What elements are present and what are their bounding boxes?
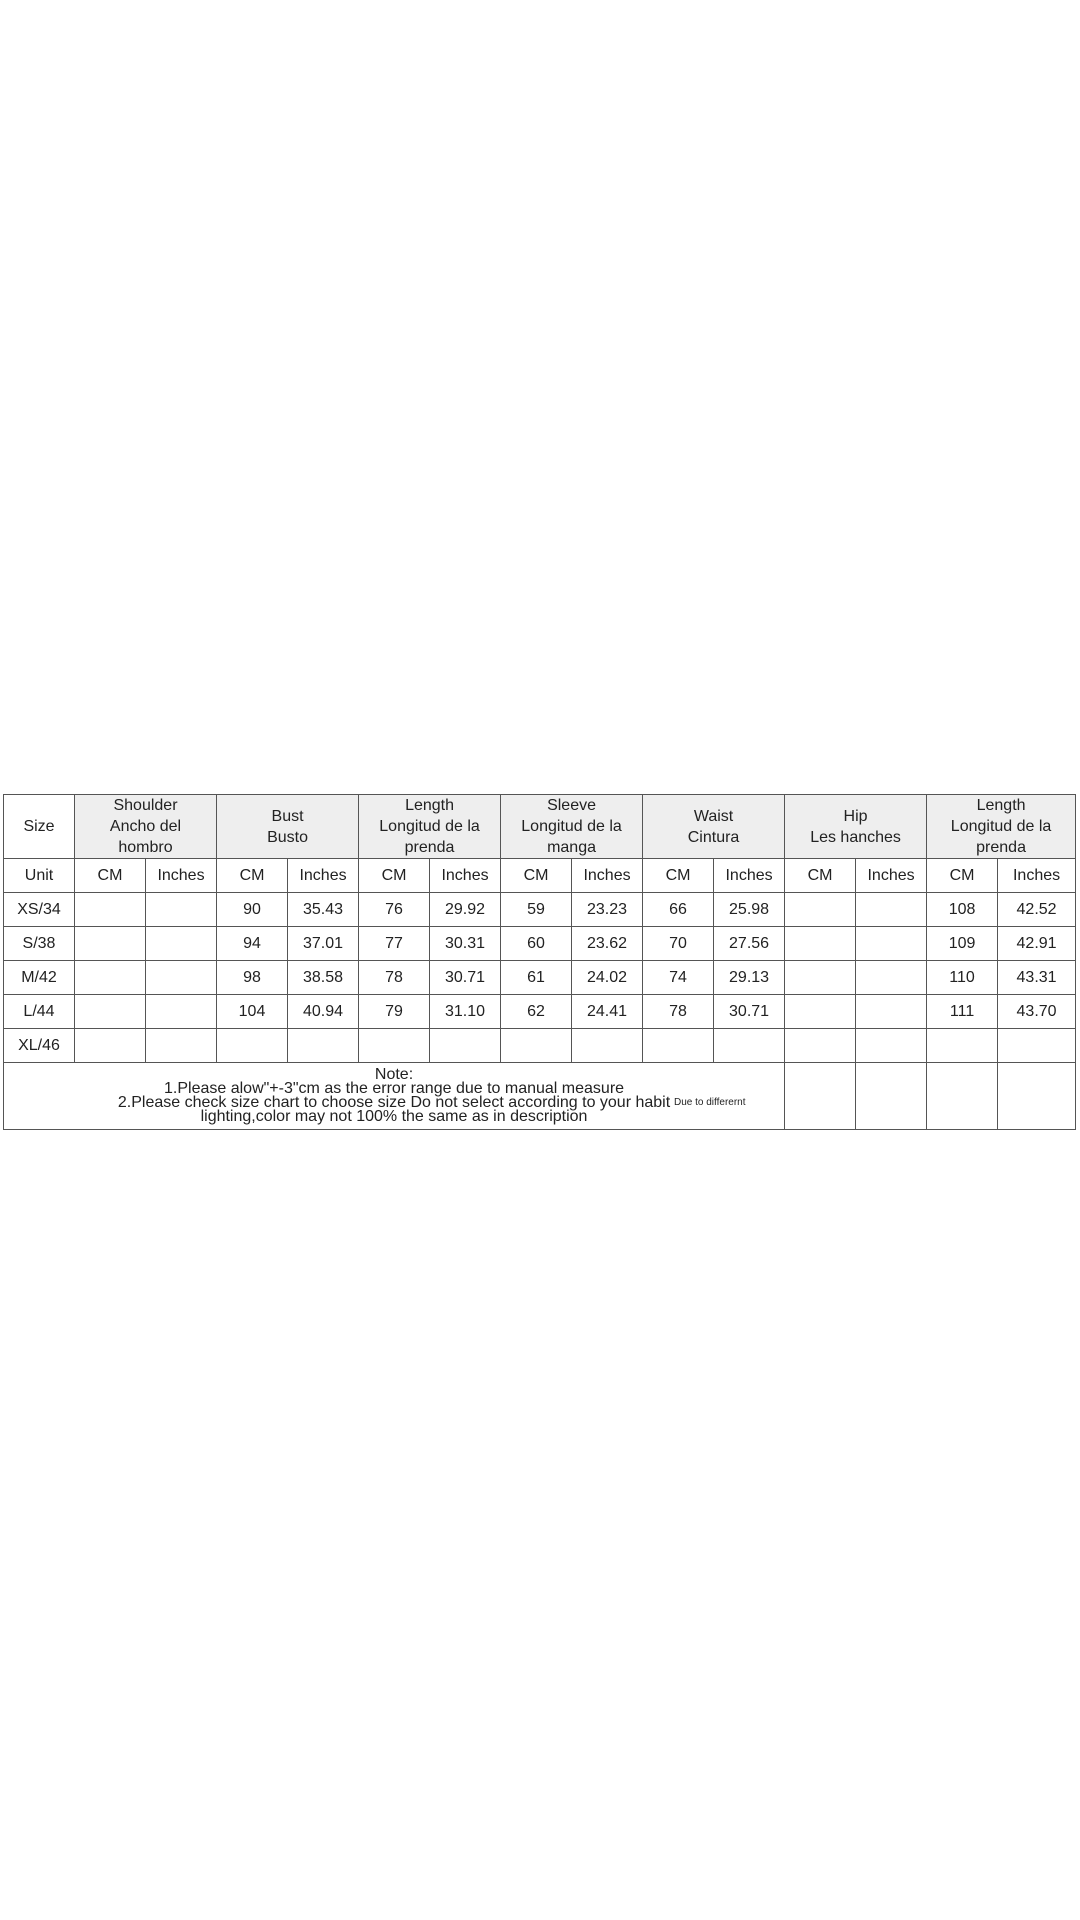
header-row bbox=[4, 795, 1076, 859]
measurement-cell bbox=[785, 995, 856, 1029]
column-header-line: prenda bbox=[404, 839, 455, 856]
unit-cell: Inches bbox=[288, 859, 359, 893]
measurement-cell bbox=[643, 1029, 714, 1063]
measurement-cell: 30.71 bbox=[714, 995, 785, 1029]
column-header-line: Waist bbox=[693, 807, 734, 825]
column-header-line: Sleeve bbox=[547, 797, 596, 814]
measurement-cell: 79 bbox=[359, 995, 430, 1029]
column-group-header bbox=[643, 795, 785, 859]
measurement-cell bbox=[75, 961, 146, 995]
size-cell: XL/46 bbox=[4, 1029, 75, 1063]
size-cell: S/38 bbox=[4, 927, 75, 961]
column-group-header bbox=[75, 795, 217, 859]
measurement-cell bbox=[217, 1029, 288, 1063]
column-header-line: Busto bbox=[267, 828, 308, 846]
measurement-cell bbox=[75, 1029, 146, 1063]
empty-cell bbox=[998, 1063, 1076, 1130]
column-header-line: Les hanches bbox=[810, 828, 901, 846]
measurement-cell: 37.01 bbox=[288, 927, 359, 961]
measurement-cell bbox=[856, 893, 927, 927]
unit-cell: CM bbox=[75, 859, 146, 893]
measurement-cell: 24.41 bbox=[572, 995, 643, 1029]
column-header-line: Longitud de la bbox=[950, 818, 1052, 835]
measurement-cell bbox=[572, 1029, 643, 1063]
measurement-cell: 70 bbox=[643, 927, 714, 961]
table-row bbox=[4, 961, 1076, 995]
measurement-cell: 42.91 bbox=[998, 927, 1076, 961]
column-header-line: Hip bbox=[843, 807, 868, 825]
measurement-cell: 90 bbox=[217, 893, 288, 927]
column-header-line: Cintura bbox=[687, 828, 740, 846]
column-header-line: Bust bbox=[271, 807, 304, 825]
measurement-cell: 40.94 bbox=[288, 995, 359, 1029]
table-row bbox=[4, 893, 1076, 927]
note-line: lighting,color may not 100% the same as in description bbox=[200, 1108, 588, 1125]
unit-row bbox=[4, 859, 1076, 893]
measurement-cell bbox=[927, 1029, 998, 1063]
size-cell: XS/34 bbox=[4, 893, 75, 927]
unit-cell: CM bbox=[217, 859, 288, 893]
column-group-header bbox=[927, 795, 1076, 859]
measurement-cell: 29.13 bbox=[714, 961, 785, 995]
measurement-cell bbox=[714, 1029, 785, 1063]
column-header-line: Length bbox=[405, 797, 454, 814]
empty-cell bbox=[927, 1063, 998, 1130]
measurement-cell: 23.23 bbox=[572, 893, 643, 927]
measurement-cell: 109 bbox=[927, 927, 998, 961]
column-header-line: Longitud de la bbox=[521, 818, 622, 835]
measurement-cell: 29.92 bbox=[430, 893, 501, 927]
unit-label: Unit bbox=[4, 859, 75, 893]
measurement-cell: 74 bbox=[643, 961, 714, 995]
measurement-cell bbox=[785, 1029, 856, 1063]
column-header-line: Shoulder bbox=[113, 797, 178, 814]
measurement-cell bbox=[146, 961, 217, 995]
column-group-header bbox=[359, 795, 501, 859]
column-group-header bbox=[217, 795, 359, 859]
unit-cell: Inches bbox=[998, 859, 1076, 893]
measurement-cell bbox=[856, 927, 927, 961]
unit-cell: CM bbox=[501, 859, 572, 893]
measurement-cell bbox=[146, 1029, 217, 1063]
measurement-cell: 110 bbox=[927, 961, 998, 995]
measurement-cell bbox=[856, 961, 927, 995]
column-group-header bbox=[501, 795, 643, 859]
table-row bbox=[4, 1029, 1076, 1063]
note-line: 2.Please check size chart to choose size Do not select according to your habit bbox=[117, 1094, 671, 1111]
note-side-text: Due to differernt bbox=[674, 1097, 746, 1108]
measurement-cell: 98 bbox=[217, 961, 288, 995]
empty-cell bbox=[785, 1063, 856, 1130]
unit-cell: CM bbox=[643, 859, 714, 893]
unit-cell: CM bbox=[785, 859, 856, 893]
measurement-cell: 24.02 bbox=[572, 961, 643, 995]
column-header-line: Longitud de la bbox=[379, 818, 480, 835]
measurement-cell: 78 bbox=[359, 961, 430, 995]
measurement-cell: 94 bbox=[217, 927, 288, 961]
column-group-header bbox=[785, 795, 927, 859]
note-line: 1.Please alow"+-3"cm as the error range due to manual measure bbox=[164, 1080, 625, 1097]
measurement-cell: 27.56 bbox=[714, 927, 785, 961]
unit-cell: CM bbox=[359, 859, 430, 893]
measurement-cell: 77 bbox=[359, 927, 430, 961]
size-cell: L/44 bbox=[4, 995, 75, 1029]
measurement-cell: 31.10 bbox=[430, 995, 501, 1029]
measurement-cell bbox=[75, 893, 146, 927]
measurement-cell: 61 bbox=[501, 961, 572, 995]
measurement-cell: 38.58 bbox=[288, 961, 359, 995]
measurement-cell bbox=[501, 1029, 572, 1063]
unit-cell: Inches bbox=[714, 859, 785, 893]
measurement-cell bbox=[75, 927, 146, 961]
unit-cell: Inches bbox=[430, 859, 501, 893]
column-header-line: Ancho del bbox=[109, 818, 182, 835]
measurement-cell: 108 bbox=[927, 893, 998, 927]
size-table bbox=[3, 794, 1076, 1130]
note-line: Note: bbox=[374, 1066, 414, 1083]
measurement-cell bbox=[146, 927, 217, 961]
measurement-cell: 62 bbox=[501, 995, 572, 1029]
note-row bbox=[4, 1063, 1076, 1130]
measurement-cell: 60 bbox=[501, 927, 572, 961]
unit-cell: Inches bbox=[856, 859, 927, 893]
size-chart bbox=[3, 794, 1075, 1130]
measurement-cell bbox=[785, 961, 856, 995]
measurement-cell bbox=[856, 995, 927, 1029]
measurement-cell: 25.98 bbox=[714, 893, 785, 927]
measurement-cell: 111 bbox=[927, 995, 998, 1029]
empty-cell bbox=[856, 1063, 927, 1130]
unit-cell: Inches bbox=[572, 859, 643, 893]
table-row bbox=[4, 995, 1076, 1029]
column-header-line: Length bbox=[976, 797, 1026, 814]
measurement-cell: 66 bbox=[643, 893, 714, 927]
measurement-cell bbox=[785, 893, 856, 927]
measurement-cell bbox=[785, 927, 856, 961]
measurement-cell: 43.31 bbox=[998, 961, 1076, 995]
measurement-cell: 59 bbox=[501, 893, 572, 927]
measurement-cell: 43.70 bbox=[998, 995, 1076, 1029]
measurement-cell: 42.52 bbox=[998, 893, 1076, 927]
unit-cell: Inches bbox=[146, 859, 217, 893]
measurement-cell: 35.43 bbox=[288, 893, 359, 927]
measurement-cell bbox=[146, 893, 217, 927]
column-header-line: prenda bbox=[976, 839, 1026, 856]
measurement-cell: 76 bbox=[359, 893, 430, 927]
measurement-cell bbox=[359, 1029, 430, 1063]
measurement-cell: 30.71 bbox=[430, 961, 501, 995]
measurement-cell: 30.31 bbox=[430, 927, 501, 961]
measurement-cell bbox=[146, 995, 217, 1029]
measurement-cell bbox=[856, 1029, 927, 1063]
measurement-cell bbox=[998, 1029, 1076, 1063]
measurement-cell: 78 bbox=[643, 995, 714, 1029]
column-header-line: hombro bbox=[118, 839, 173, 856]
measurement-cell bbox=[75, 995, 146, 1029]
measurement-cell: 104 bbox=[217, 995, 288, 1029]
size-cell: M/42 bbox=[4, 961, 75, 995]
column-header-line: manga bbox=[547, 839, 596, 856]
measurement-cell: 23.62 bbox=[572, 927, 643, 961]
size-header: Size bbox=[4, 795, 75, 859]
measurement-cell bbox=[430, 1029, 501, 1063]
note-cell bbox=[4, 1063, 785, 1130]
unit-cell: CM bbox=[927, 859, 998, 893]
table-row bbox=[4, 927, 1076, 961]
measurement-cell bbox=[288, 1029, 359, 1063]
